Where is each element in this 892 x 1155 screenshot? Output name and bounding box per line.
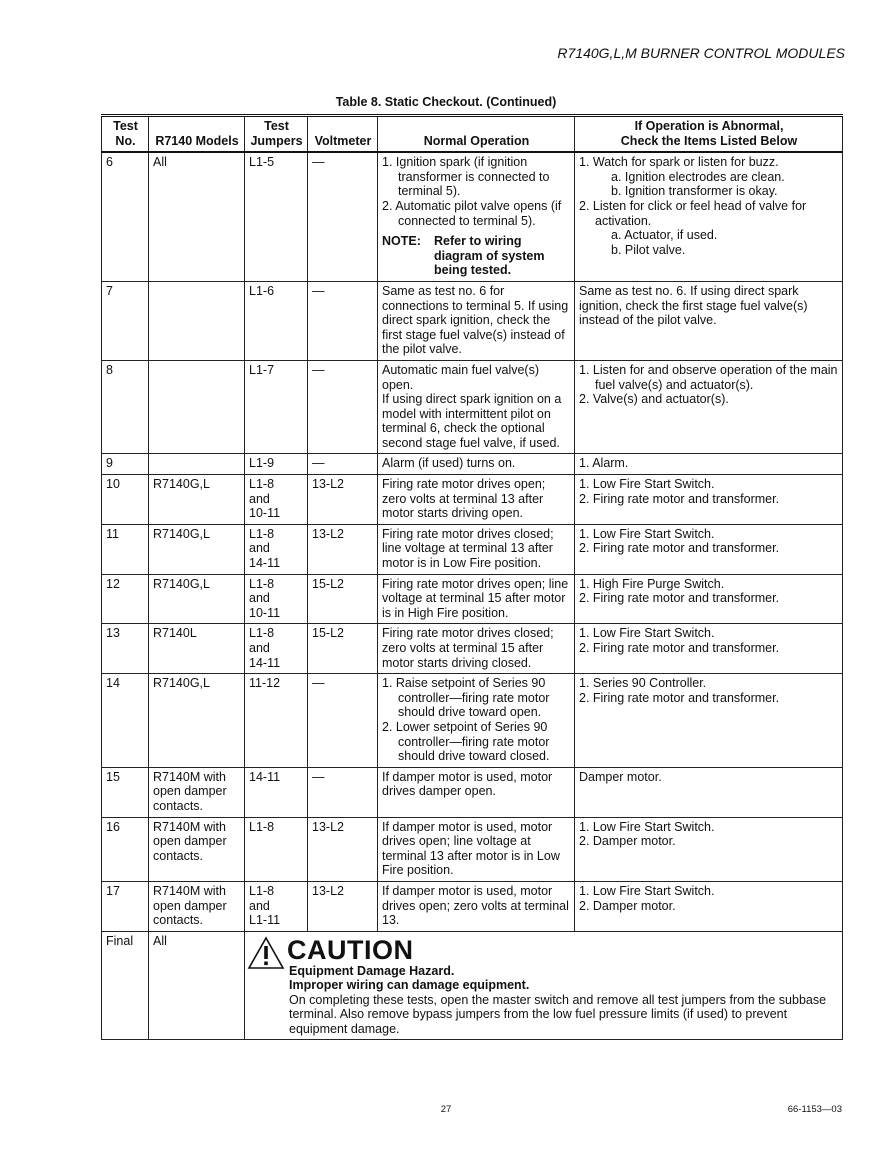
list-item: 2. Valve(s) and actuator(s). [579, 392, 729, 407]
cell-models [149, 360, 245, 454]
list-item: 2. Automatic pilot valve opens (if connected to terminal 5). [382, 198, 562, 228]
cell-models [149, 454, 245, 475]
list-item: 2. Firing rate motor and transformer. [579, 541, 780, 556]
cell-normal-operation: Alarm (if used) turns on. [378, 454, 575, 475]
cell-test-no: 10 [102, 475, 149, 525]
list-item: 1. Alarm. [579, 456, 629, 471]
cell-models: R7140M with open damper contacts. [149, 767, 245, 817]
table-row-final [102, 931, 843, 1039]
cell-models: R7140M with open damper contacts. [149, 817, 245, 881]
cell-test-no: 15 [102, 767, 149, 817]
col-header-normal-operation: Normal Operation [378, 116, 575, 153]
sub-list-item: b. Ignition transformer is okay. [611, 184, 778, 199]
cell-normal-operation: If damper motor is used, motor drives damper open. [378, 767, 575, 817]
list-item: 1. Watch for spark or listen for buzz. a. Ignition electrodes are clean. b. Ignition transformer is okay. [579, 155, 839, 199]
sub-list-item: a. Ignition electrodes are clean. [611, 169, 785, 184]
cell-normal-operation: If damper motor is used, motor drives open; zero volts at terminal 13. [378, 881, 575, 931]
cell-normal-operation: Same as test no. 6 for connections to terminal 5. If using direct spark ignition, check the first stage fuel valve(s) instead of the pilot valve. [378, 281, 575, 360]
cell-voltmeter: — [308, 674, 378, 768]
cell-jumpers: 14-11 [245, 767, 308, 817]
table-row [102, 674, 843, 768]
list-item: 1. Low Fire Start Switch. [579, 883, 715, 898]
list-item: 2. Firing rate motor and transformer. [579, 591, 780, 606]
cell-abnormal [575, 475, 843, 525]
caution-title: CAUTION [287, 934, 414, 965]
list-item: 1. Low Fire Start Switch. [579, 626, 715, 641]
cell-jumpers: L1-8 and 10-11 [245, 475, 308, 525]
cell-voltmeter: 13-L2 [308, 817, 378, 881]
col-header-models: R7140 Models [149, 116, 245, 153]
cell-test-no: 11 [102, 524, 149, 574]
list-item: 2. Lower setpoint of Series 90 controller—firing rate motor should drive toward closed. [382, 719, 550, 764]
col-header-test-no: Test No. [102, 116, 149, 153]
cell-abnormal [575, 152, 843, 281]
table-row [102, 454, 843, 475]
cell-models: R7140G,L [149, 674, 245, 768]
cell-jumpers: L1-8 and 10-11 [245, 574, 308, 624]
cell-models: R7140G,L [149, 574, 245, 624]
table-row [102, 475, 843, 525]
table-row [102, 881, 843, 931]
list-item: 1. Listen for and observe operation of the main fuel valve(s) and actuator(s). [579, 362, 838, 392]
cell-models [149, 281, 245, 360]
caution-warning: Improper wiring can damage equipment. [289, 978, 530, 993]
static-checkout-table [101, 114, 843, 1040]
cell-jumpers: L1-8 and 14-11 [245, 624, 308, 674]
cell-voltmeter: 15-L2 [308, 574, 378, 624]
list-item: 2. Firing rate motor and transformer. [579, 690, 780, 705]
document-number: 66-1153—03 [787, 1104, 842, 1115]
list-item: 1. High Fire Purge Switch. [579, 576, 725, 591]
cell-test-no: 17 [102, 881, 149, 931]
list-item: 2. Damper motor. [579, 834, 676, 849]
cell-voltmeter: 15-L2 [308, 624, 378, 674]
cell-abnormal [575, 674, 843, 768]
cell-test-no: 8 [102, 360, 149, 454]
cell-models: R7140G,L [149, 475, 245, 525]
cell-normal-operation [378, 674, 575, 768]
cell-voltmeter: 13-L2 [308, 524, 378, 574]
list-item: 2. Firing rate motor and transformer. [579, 491, 780, 506]
list-item: 2. Firing rate motor and transformer. [579, 641, 780, 655]
cell-voltmeter: — [308, 360, 378, 454]
note-text: Refer to wiring diagram of system being tested. [434, 234, 545, 278]
cell-test-no: 7 [102, 281, 149, 360]
cell-test-no: 13 [102, 624, 149, 674]
cell-normal-operation [378, 152, 575, 281]
cell-models: R7140M with open damper contacts. [149, 881, 245, 931]
cell-test-no: 16 [102, 817, 149, 881]
cell-voltmeter: — [308, 767, 378, 817]
table-row [102, 767, 843, 817]
cell-abnormal [575, 817, 843, 881]
list-item: 1. Low Fire Start Switch. [579, 477, 715, 492]
cell-voltmeter: 13-L2 [308, 475, 378, 525]
list-item: 1. Raise setpoint of Series 90 controller—firing rate motor should drive toward open. [382, 676, 550, 720]
table-row [102, 281, 843, 360]
list-item: 2. Listen for click or feel head of valve for activation. a. Actuator, if used. b. Pilot valve. [579, 199, 839, 257]
table-caption: Table 8. Static Checkout. (Continued) [335, 95, 557, 109]
cell-normal-operation: Firing rate motor drives closed; zero volts at terminal 15 after motor starts driving closed. [378, 624, 575, 674]
list-item: 1. Ignition spark (if ignition transformer is connected to terminal 5). [382, 155, 550, 199]
table-row [102, 360, 843, 454]
cell-test-no: 6 [102, 152, 149, 281]
table-row [102, 574, 843, 624]
cell-abnormal [575, 454, 843, 475]
cell-test-no: 14 [102, 674, 149, 768]
cell-abnormal: Same as test no. 6. If using direct spark ignition, check the first stage fuel valve(s) instead of the pilot valve. [575, 281, 843, 360]
page-number: 27 [440, 1104, 452, 1115]
caution-block [245, 932, 842, 1039]
cell-voltmeter: — [308, 152, 378, 281]
col-header-abnormal: If Operation is Abnormal, Check the Items Listed Below [575, 116, 843, 153]
list-item: 2. Damper motor. [579, 898, 676, 913]
cell-abnormal [575, 624, 843, 674]
cell-jumpers: L1-6 [245, 281, 308, 360]
note [382, 234, 571, 278]
table-header-row [102, 116, 843, 153]
normal-text: Automatic main fuel valve(s) open. [382, 362, 540, 392]
list-item: 1. Series 90 Controller. [579, 676, 707, 691]
cell-jumpers: L1-9 [245, 454, 308, 475]
cell-voltmeter: — [308, 281, 378, 360]
cell-models: All [149, 152, 245, 281]
page-header-title: R7140G,L,M BURNER CONTROL MODULES [557, 45, 845, 61]
cell-abnormal [575, 360, 843, 454]
cell-jumpers: L1-8 and 14-11 [245, 524, 308, 574]
cell-jumpers: L1-5 [245, 152, 308, 281]
cell-caution [245, 931, 843, 1039]
cell-models: R7140G,L [149, 524, 245, 574]
table-row [102, 817, 843, 881]
cell-test-no: Final [102, 931, 149, 1039]
cell-normal-operation: Firing rate motor drives closed; line voltage at terminal 13 after motor is in Low Fire position. [378, 524, 575, 574]
list-item: 1. Low Fire Start Switch. [579, 526, 715, 541]
cell-jumpers: L1-8 [245, 817, 308, 881]
caution-text: On completing these tests, open the master switch and remove all test jumpers from the subbase terminal. Also remove bypass jumpers from the low fuel pressure limits (if used) to prevent equipment damage. [289, 992, 827, 1037]
col-header-voltmeter: Voltmeter [308, 116, 378, 153]
table-row [102, 624, 843, 674]
cell-models: R7140L [149, 624, 245, 674]
normal-text: If using direct spark ignition on a model with intermittent pilot on terminal 6, check the optional second stage fuel valve, if used. [382, 392, 562, 450]
cell-abnormal [575, 574, 843, 624]
cell-jumpers: 11-12 [245, 674, 308, 768]
cell-models: All [149, 931, 245, 1039]
cell-test-no: 9 [102, 454, 149, 475]
cell-voltmeter: 13-L2 [308, 881, 378, 931]
table-row [102, 524, 843, 574]
cell-normal-operation: Firing rate motor drives open; zero volts at terminal 13 after motor starts driving open. [378, 475, 575, 525]
cell-test-no: 12 [102, 574, 149, 624]
warning-triangle-icon [247, 936, 285, 970]
col-header-jumpers: Test Jumpers [245, 116, 308, 153]
table-row [102, 152, 843, 281]
caution-hazard: Equipment Damage Hazard. [289, 963, 455, 978]
cell-abnormal [575, 524, 843, 574]
cell-jumpers: L1-7 [245, 360, 308, 454]
cell-normal-operation: Firing rate motor drives open; line voltage at terminal 15 after motor is in High Fire position. [378, 574, 575, 624]
cell-abnormal [575, 881, 843, 931]
sub-list-item: a. Actuator, if used. [611, 228, 718, 243]
list-item: 1. Low Fire Start Switch. [579, 819, 715, 834]
cell-normal-operation: If damper motor is used, motor drives open; line voltage at terminal 13 after motor is in Low Fire position. [378, 817, 575, 881]
cell-jumpers: L1-8 and L1-11 [245, 881, 308, 931]
note-label: NOTE: [382, 234, 421, 249]
cell-voltmeter: — [308, 454, 378, 475]
cell-abnormal: Damper motor. [575, 767, 843, 817]
sub-list-item: b. Pilot valve. [611, 242, 686, 257]
cell-normal-operation [378, 360, 575, 454]
